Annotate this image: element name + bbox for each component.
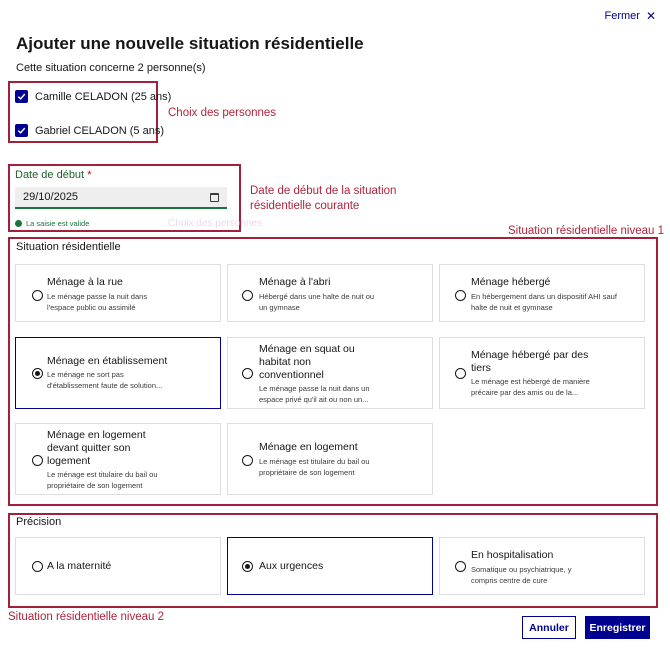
close-label: Fermer xyxy=(604,10,640,22)
card-title: A la maternité xyxy=(47,560,112,572)
situation-card-etablissement[interactable] xyxy=(15,337,221,409)
person-label: Camille CELADON (25 ans) xyxy=(35,90,172,103)
start-date-input[interactable] xyxy=(15,187,227,209)
card-description: Hébergé dans une halte de nuit ou un gymnase xyxy=(259,292,375,312)
card-title: Ménage en logement xyxy=(259,441,358,453)
date-valid-message xyxy=(15,219,89,228)
situation-card-rue[interactable] xyxy=(15,264,221,322)
radio-button-selected[interactable] xyxy=(32,368,43,379)
card-title: Ménage à l'abri xyxy=(259,276,331,288)
close-icon: ✕ xyxy=(645,9,656,23)
radio-button[interactable] xyxy=(242,368,253,379)
card-description: Le ménage passe la nuit dans un espace privé qu'il ait ou non un... xyxy=(259,384,370,404)
date-label-text: Date de début xyxy=(15,169,85,181)
situation-card-squat[interactable] xyxy=(227,337,433,409)
radio-button-selected[interactable] xyxy=(242,561,253,572)
radio-button[interactable] xyxy=(455,290,466,301)
date-annotation-label: Date de début de la situation résidentielle courante xyxy=(250,185,397,212)
radio-button[interactable] xyxy=(32,290,43,301)
level1-annotation-label: Situation résidentielle niveau 1 xyxy=(508,225,664,237)
card-description: Le ménage ne sort pas d'établissement faute de solution... xyxy=(47,370,163,390)
date-label xyxy=(15,169,91,181)
precision-title: Précision xyxy=(16,516,62,528)
situation-card-heberge[interactable] xyxy=(439,264,645,322)
card-title: Ménage hébergé par des tiers xyxy=(471,349,589,374)
checkbox-checked-icon[interactable] xyxy=(15,124,28,137)
persons-annotation-label: Choix des personnes xyxy=(168,107,277,119)
cancel-button[interactable]: Annuler xyxy=(522,616,576,639)
level2-annotation-label: Situation résidentielle niveau 2 xyxy=(8,611,164,623)
card-description: En hébergement dans un dispositif AHI sauf halte de nuit et gymnase xyxy=(471,292,617,312)
person-checkbox-gabriel[interactable] xyxy=(15,124,164,137)
persons-count-text: Cette situation concerne 2 personne(s) xyxy=(16,62,206,74)
radio-button[interactable] xyxy=(455,561,466,572)
ghost-text: Choix des personnes xyxy=(168,218,262,229)
card-description: Le ménage passe la nuit dans l'espace public ou assimilé xyxy=(47,292,148,312)
precision-card-maternite[interactable] xyxy=(15,537,221,595)
card-title: Ménage en établissement xyxy=(47,355,168,367)
page-title: Ajouter une nouvelle situation résidentielle xyxy=(16,34,364,53)
radio-button[interactable] xyxy=(32,561,43,572)
precision-card-urgences[interactable] xyxy=(227,537,433,595)
radio-button[interactable] xyxy=(242,290,253,301)
radio-button[interactable] xyxy=(455,368,466,379)
check-circle-icon xyxy=(15,220,22,227)
card-title: Ménage à la rue xyxy=(47,276,123,288)
card-description: Le ménage est hébergé de manière précaire par des amis ou de la... xyxy=(471,377,590,397)
valid-message-text: La saisie est valide xyxy=(26,219,90,228)
card-description: Le ménage est titulaire du bail ou propriétaire de son logement xyxy=(47,470,158,490)
date-value: 29/10/2025 xyxy=(23,191,79,203)
required-mark: * xyxy=(87,169,92,181)
person-label: Gabriel CELADON (5 ans) xyxy=(35,124,164,137)
situation-title: Situation résidentielle xyxy=(16,241,121,253)
person-checkbox-camille[interactable] xyxy=(15,90,171,103)
checkbox-checked-icon[interactable] xyxy=(15,90,28,103)
card-title: Ménage en squat ou habitat non conventionnel xyxy=(259,343,355,381)
situation-card-logement[interactable] xyxy=(227,423,433,495)
situation-card-tiers[interactable] xyxy=(439,337,645,409)
card-description: Le ménage est titulaire du bail ou propriétaire de son logement xyxy=(259,457,370,477)
radio-button[interactable] xyxy=(242,455,253,466)
card-title: En hospitalisation xyxy=(471,549,554,561)
situation-card-logement-quitter[interactable] xyxy=(15,423,221,495)
card-title: Ménage en logement devant quitter son logement xyxy=(47,429,146,467)
card-title: Ménage hébergé xyxy=(471,276,551,288)
save-button[interactable]: Enregistrer xyxy=(585,616,650,639)
card-description: Somatique ou psychiatrique, y compris centre de cure xyxy=(471,565,572,585)
radio-button[interactable] xyxy=(32,455,43,466)
situation-card-abri[interactable] xyxy=(227,264,433,322)
card-title: Aux urgences xyxy=(259,560,324,572)
precision-card-hospitalisation[interactable] xyxy=(439,537,645,595)
close-button[interactable] xyxy=(604,10,656,22)
calendar-icon[interactable] xyxy=(210,193,219,202)
